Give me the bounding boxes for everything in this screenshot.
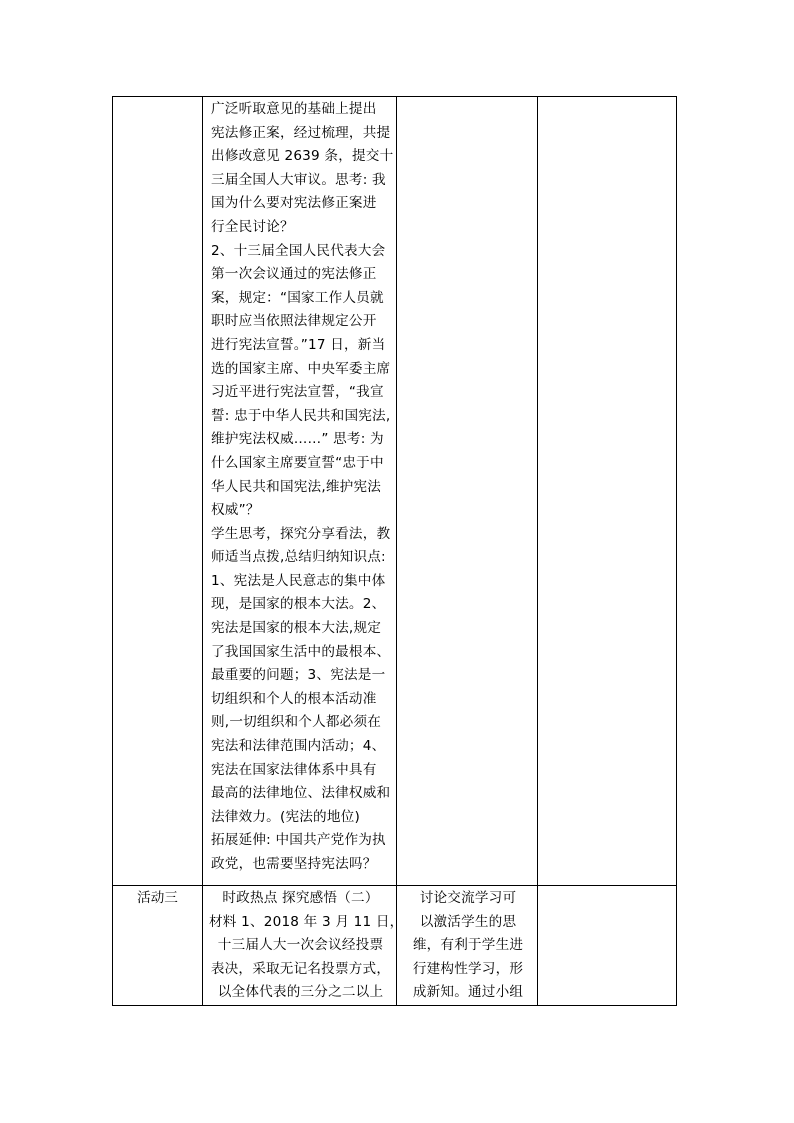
text-line: 宪法在国家法律体系中具有 [211,761,377,778]
text-line: 广泛听取意见的基础上提出 [211,101,377,117]
text-line: 切组织和个人的根本活动准 [211,690,377,707]
text-line: 时政热点 探究感悟（二） [222,890,379,906]
text-line: 权威”？ [211,502,260,519]
text-line: 什么国家主席要宣誓“忠于中 [211,454,384,471]
text-line: 政党，也需要坚持宪法吗？ [211,856,377,872]
content-cell [203,886,404,1006]
lesson-plan-table [112,96,677,1006]
notes-cell [538,886,677,1006]
text-line: 习近平进行宪法宣誓，“我宣 [211,384,384,401]
text-line: 宪法和法律范围内活动；4、 [211,738,386,755]
text-line: 第一次会议通过的宪法修正 [211,266,377,283]
text-line: 材料 1、2018 年 3 月 11 日， [209,913,404,930]
text-line: 最重要的问题；3、宪法是一 [211,667,386,684]
table-row [113,97,677,886]
table-row [113,886,677,1006]
text-line: 选的国家主席、中央军委主席 [211,360,391,377]
text-line: 行建构性学习，形 [412,960,524,977]
text-line: 以全体代表的三分之二以上 [217,984,384,1001]
text-line: 成新知。通过小组 [412,984,524,1001]
text-line: 维护宪法权威……” 思考: 为 [211,431,384,448]
notes-cell [538,97,677,886]
design-intent-cell [397,97,538,886]
text-line: 宪法修正案，经过梳理，共提 [211,124,391,141]
text-line: 职时应当依照法律规定公开 [211,313,377,330]
text-line: 则,一切组织和个人都必须在 [211,714,382,731]
text-line: 案，规定：“国家工作人员就 [211,289,384,306]
content-paragraph [203,97,396,877]
text-line: 法律效力。(宪法的地位) [211,808,360,825]
text-line: 以激活学生的思 [419,913,517,930]
text-line: 1、宪法是人民意志的集中体 [211,572,386,589]
text-line: 华人民共和国宪法,维护宪法 [211,478,382,495]
content-paragraph [203,886,404,1005]
activity-cell [113,97,203,886]
text-line: 了我国国家生活中的最根本、 [211,643,391,660]
text-line: 宪法是国家的根本大法,规定 [211,620,382,637]
text-line: 最高的法律地位、法律权威和 [211,785,391,802]
design-intent-paragraph [397,886,537,1005]
text-line: 三届全国人大审议。思考: 我 [211,171,386,188]
design-intent-cell [397,886,538,1006]
text-line: 国为什么要对宪法修正案进 [211,195,377,212]
text-line: 2、十三届全国人民代表大会 [211,242,386,259]
activity-cell [113,886,203,1006]
text-line: 维，有利于学生进 [412,937,524,954]
text-line: 拓展延伸: 中国共产党作为执 [211,832,386,849]
text-line: 现，是国家的根本大法。2、 [211,596,386,613]
text-line: 讨论交流学习可 [419,890,517,906]
activity-label: 活动三 [137,890,178,906]
text-line: 出修改意见 2639 条，提交十 [211,148,394,165]
text-line: 十三届人大一次会议经投票 [217,937,384,954]
text-line: 誓: 忠于中华人民共和国宪法, [211,407,391,424]
content-cell [203,97,397,886]
text-line: 进行宪法宣誓。”17 日，新当 [211,336,386,353]
text-line: 学生思考，探究分享看法，教 [211,525,391,542]
text-line: 表决，采取无记名投票方式， [210,960,391,977]
text-line: 师适当点拨,总结归纳知识点: [211,549,386,566]
text-line: 行全民讨论？ [211,218,294,235]
